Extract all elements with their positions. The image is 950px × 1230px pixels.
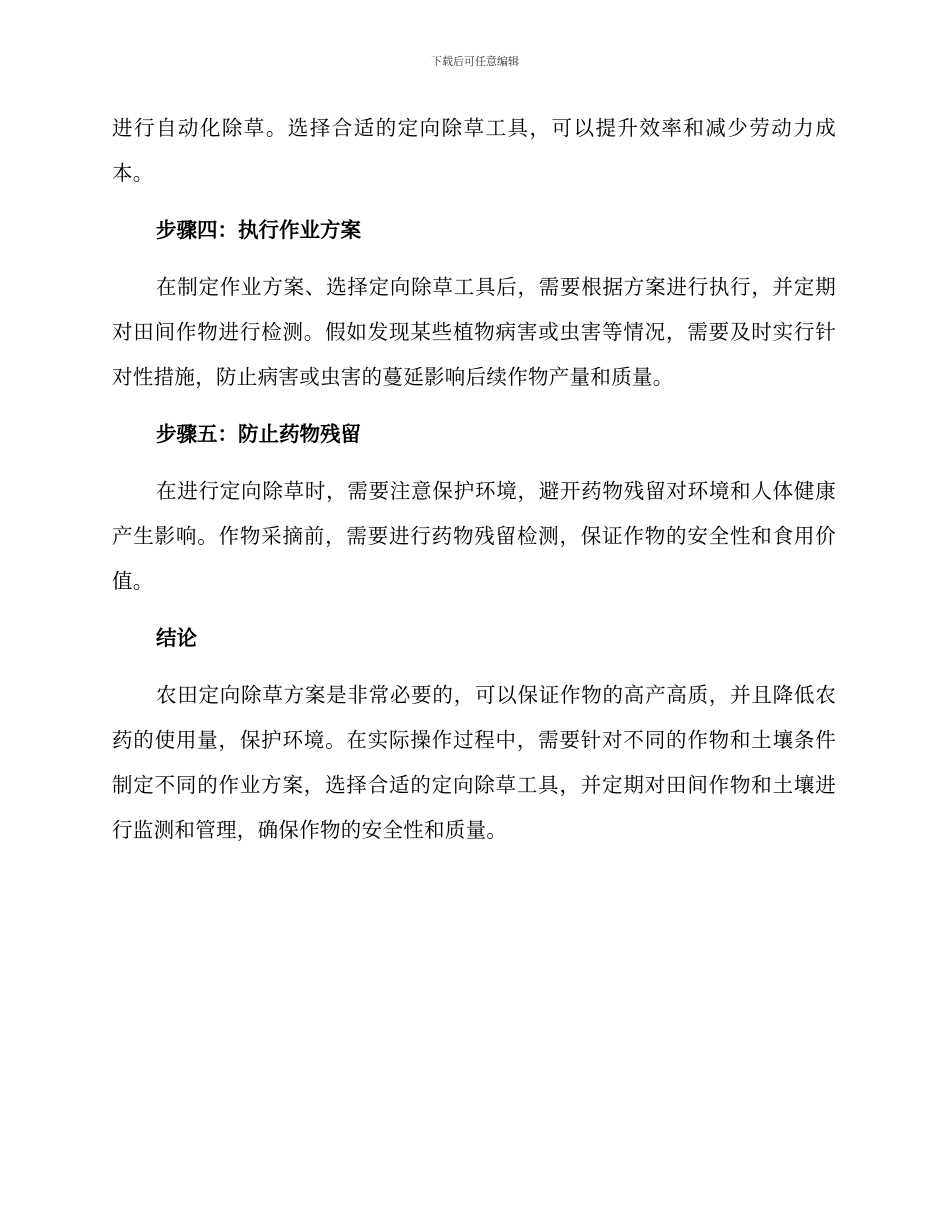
paragraph-step-4: 在制定作业方案、选择定向除草工具后，需要根据方案进行执行，并定期对田间作物进行检测。假如发现某些植物病害或虫害等情况，需要及时实行针对性措施，防止病害或虫害的蔓延影响后续作物产量和质量。 bbox=[112, 275, 836, 389]
section-heading-step-5: 步骤五：防止药物残留 bbox=[156, 422, 361, 446]
page-header-note: 下载后可任意编辑 bbox=[431, 55, 519, 68]
section-heading-conclusion: 结论 bbox=[156, 626, 197, 650]
paragraph-continuation: 进行自动化除草。选择合适的定向除草工具，可以提升效率和减少劳动力成本。 bbox=[112, 116, 836, 185]
paragraph-conclusion: 农田定向除草方案是非常必要的，可以保证作物的高产高质，并且降低农药的使用量，保护环境。在实际操作过程中，需要针对不同的作物和土壤条件制定不同的作业方案，选择合适的定向除草工具，并定期对田间作物和土壤进行监测和管理，确保作物的安全性和质量。 bbox=[112, 683, 836, 842]
paragraph-step-5: 在进行定向除草时，需要注意保护环境，避开药物残留对环境和人体健康产生影响。作物采摘前，需要进行药物残留检测，保证作物的安全性和食用价值。 bbox=[112, 479, 836, 593]
document-body bbox=[112, 106, 836, 865]
section-heading-step-4: 步骤四：执行作业方案 bbox=[156, 218, 361, 242]
